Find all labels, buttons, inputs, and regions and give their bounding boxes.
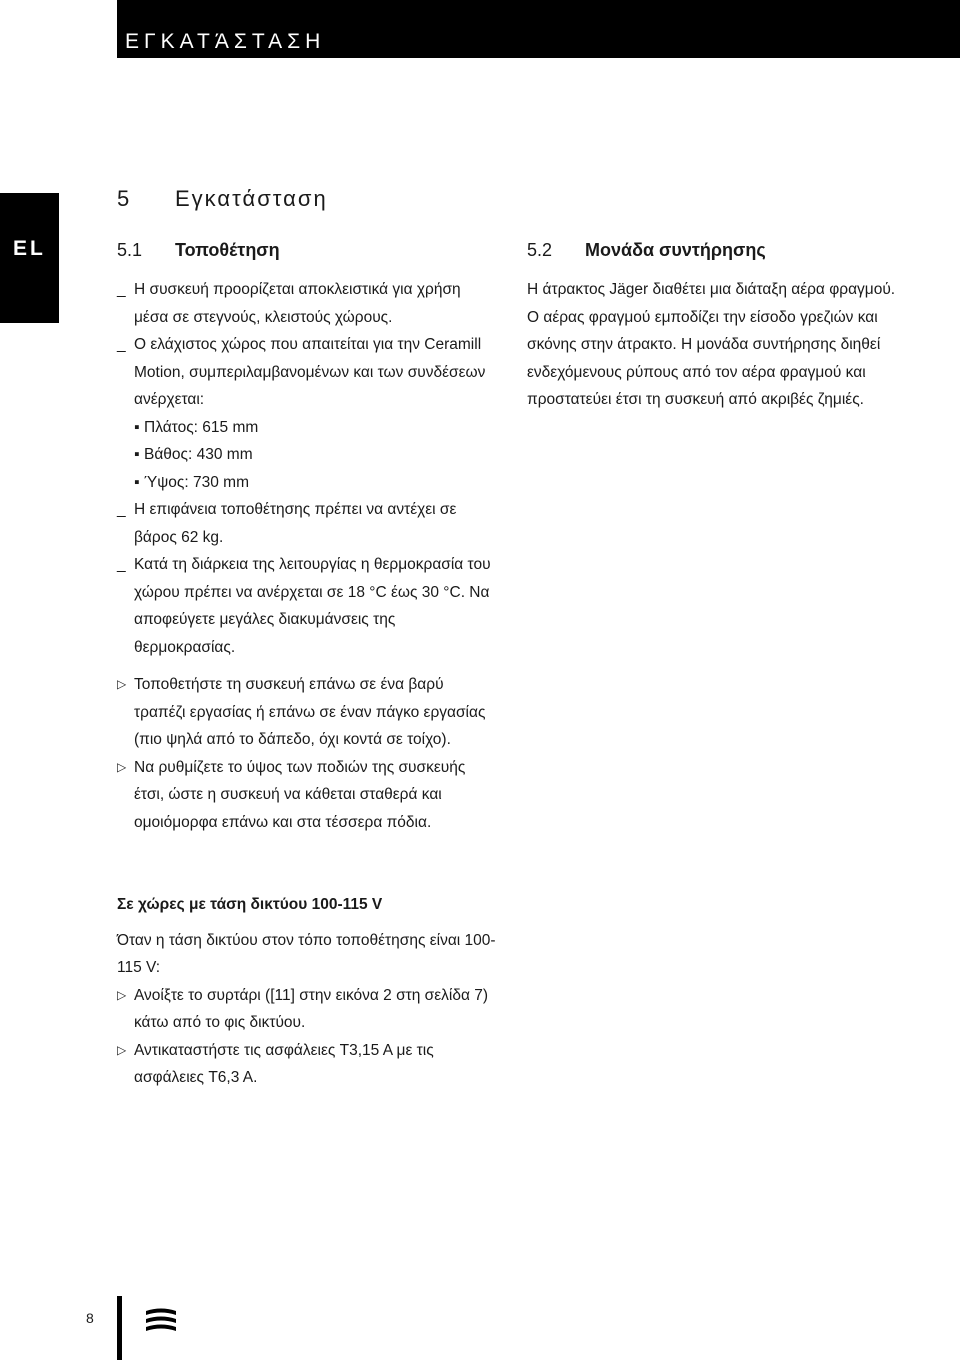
- section-title: Τοποθέτηση: [175, 240, 280, 260]
- language-label: EL: [13, 237, 46, 260]
- header-bar: [117, 0, 960, 58]
- dimension-height: Ύψος: 730 mm: [144, 473, 250, 491]
- list-item-text: Η συσκευή προορίζεται αποκλειστικά για χρήση μέσα σε στεγνούς, κλειστούς χώρους.: [134, 281, 461, 326]
- voltage-intro: Όταν η τάση δικτύου στον τόπο τοποθέτησης είναι 100-115 V:: [117, 931, 496, 976]
- list-item-text: Ο ελάχιστος χώρος που απαιτείται για την Ceramill Motion, συμπεριλαμβανομένων και των συνδέσεων ανέρχεται:: [134, 336, 486, 408]
- section-title: Μονάδα συντήρησης: [585, 240, 766, 260]
- chapter-heading: [117, 186, 328, 212]
- section-heading-5-2: [527, 240, 766, 261]
- list-item: [117, 496, 497, 551]
- left-column: [117, 276, 497, 836]
- chapter-title: Εγκατάσταση: [175, 186, 328, 211]
- section-number: 5.2: [527, 240, 553, 260]
- triangle-bullet-icon: ▷: [117, 987, 127, 1002]
- dimension-width: Πλάτος: 615 mm: [144, 418, 259, 436]
- footer-rule: [117, 1296, 122, 1360]
- dash-marker: _: [117, 501, 126, 518]
- square-bullet-icon: ▪: [134, 418, 140, 436]
- dash-marker: _: [117, 281, 126, 298]
- dash-marker: _: [117, 556, 126, 573]
- square-bullet-icon: ▪: [134, 473, 140, 491]
- dash-marker: _: [117, 336, 126, 353]
- step-text: Τοποθετήστε τη συσκευή επάνω σε ένα βαρύ τραπέζι εργασίας ή επάνω σε έναν πάγκο εργασίας (πιο ψηλά από το δάπεδο, όχι κοντά σε τοίχο).: [134, 676, 486, 748]
- dimension-item: [117, 469, 497, 497]
- triangle-bullet-icon: ▷: [117, 759, 127, 774]
- voltage-heading: Σε χώρες με τάση δικτύου 100-115 V: [117, 896, 383, 913]
- section-number: 5.1: [117, 240, 143, 260]
- list-item: [117, 551, 497, 661]
- step-text: Ανοίξτε το συρτάρι ([11] στην εικόνα 2 στη σελίδα 7) κάτω από το φις δικτύου.: [134, 986, 489, 1031]
- dimension-item: [117, 414, 497, 442]
- square-bullet-icon: ▪: [134, 446, 140, 463]
- voltage-block: [117, 891, 497, 1092]
- list-item-text: Η επιφάνεια τοποθέτησης πρέπει να αντέχει σε βάρος 62 kg.: [134, 501, 457, 546]
- triangle-bullet-icon: ▷: [117, 1042, 127, 1057]
- brand-logo-icon: [144, 1305, 178, 1342]
- step-text: Αντικαταστήστε τις ασφάλειες T3,15 A με τις ασφάλειες T6,3 A.: [134, 1041, 434, 1086]
- list-item-text: Κατά τη διάρκεια της λειτουργίας η θερμοκρασία του χώρου πρέπει να ανέρχεται σε 18 °C έως 30 °C. Να αποφεύγετε μεγάλες διακυμάνσεις της θερμοκρασίας.: [134, 556, 491, 656]
- page-number: 8: [86, 1310, 94, 1326]
- list-item: [117, 331, 497, 414]
- triangle-bullet-icon: ▷: [117, 677, 127, 691]
- maintenance-body: Η άτρακτος Jäger διαθέτει μια διάταξη αέρα φραγμού. Ο αέρας φραγμού εμποδίζει την είσοδο γρεζιών και σκόνης στην άτρακτο. Η μονάδα συντήρησης διηθεί ενδεχόμενους ρύπους από τον αέρα φραγμού και προστατεύει έτσι τη συσκευή από ακριβές ζημιές.: [527, 281, 896, 408]
- chapter-number: 5: [117, 186, 131, 211]
- dimension-depth: Βάθος: 430 mm: [144, 446, 253, 463]
- language-tab: [0, 193, 59, 323]
- dimension-item: [117, 441, 497, 469]
- step-item: [117, 671, 497, 754]
- step-item: [117, 1037, 497, 1092]
- step-text: Να ρυθμίζετε το ύψος των ποδιών της συσκευής έτσι, ώστε η συσκευή να κάθεται σταθερά και ομοιόμορφα επάνω και στα τέσσερα πόδια.: [134, 758, 466, 831]
- step-item: [117, 754, 497, 837]
- list-item: [117, 276, 497, 331]
- section-heading-5-1: [117, 240, 280, 261]
- header-title: ΕΓΚΑΤΆΣΤΑΣΗ: [125, 30, 326, 53]
- right-column: [527, 276, 907, 414]
- step-item: [117, 982, 497, 1037]
